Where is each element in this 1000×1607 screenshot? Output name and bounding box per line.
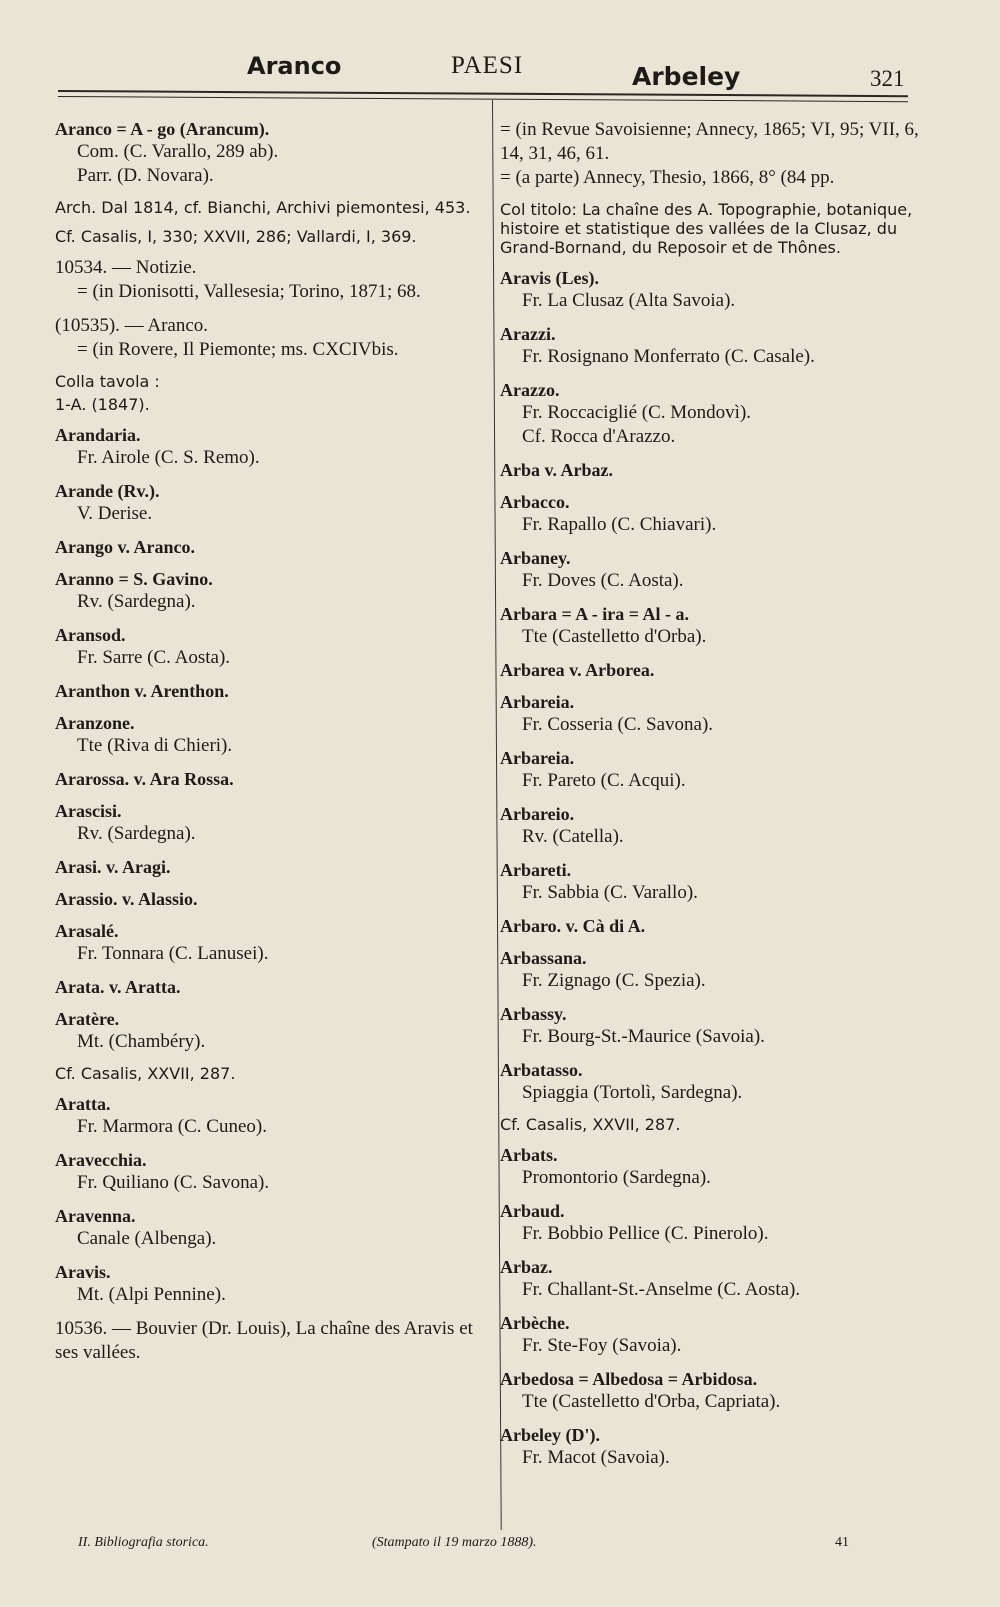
footer-print-date: (Stampato il 19 marzo 1888).: [372, 1535, 537, 1550]
entry: [500, 1059, 920, 1105]
entry-line: Aranco = A - go (Arancum).: [55, 119, 270, 139]
entry: [500, 859, 920, 905]
entry: [500, 379, 920, 449]
entry-line: Fr. Roccaciglié (C. Mondovì).: [522, 402, 752, 423]
entry-line: Fr. Cosseria (C. Savona).: [522, 714, 714, 735]
bibliography-item: [55, 256, 475, 304]
entry-line: Cf. Rocca d'Arazzo.: [522, 426, 676, 447]
entry-line: Fr. Bobbio Pellice (C. Pinerolo).: [522, 1223, 769, 1244]
entry: [500, 1312, 920, 1358]
header-rule-thin: [58, 96, 908, 102]
entry: [55, 800, 475, 846]
running-head-section: PAESI: [451, 52, 524, 79]
entry-line: Fr. Rosignano Monferrato (C. Casale).: [522, 346, 815, 367]
entry: [500, 1256, 920, 1302]
entry: [500, 603, 920, 649]
entry: [55, 1261, 475, 1307]
entry-headword: Arbarea v. Arborea.: [500, 660, 655, 680]
entry-line: 10534. — Notizie.: [55, 257, 197, 278]
bibliography-item: 10536. — Bouvier (Dr. Louis), La chaîne des Aravis et ses vallées.: [55, 1318, 473, 1363]
entry-line: Colla tavola :: [55, 372, 160, 391]
note-titolo: Col titolo: La chaîne des A. Topographie, botanique, histoire et statistique des vallées de la Clusaz, du Grand-Bornand, du Reposoir et de Thônes.: [500, 200, 913, 257]
entry-headword: Arbareti.: [500, 860, 572, 880]
entry-headword: Arbara = A - ira = Al - a.: [500, 604, 689, 624]
entry-headword: Arascisi.: [55, 801, 122, 821]
entry-line: Fr. Tonnara (C. Lanusei).: [77, 943, 269, 964]
note-tavola: [55, 372, 475, 414]
entry-headword: Arandaria.: [55, 425, 141, 445]
entry-headword: Aranno = S. Gavino.: [55, 569, 213, 589]
page-number: 321: [870, 66, 905, 91]
footer-gathering-number: 41: [835, 1535, 849, 1550]
entry-line: = (in Revue Savoisienne; Annecy, 1865; VI, 95; VII, 6, 14, 31, 46, 61.: [500, 119, 919, 164]
bibliography-continuation: [500, 118, 920, 190]
entry-line: 1-A. (1847).: [55, 395, 150, 414]
entry: [55, 424, 475, 470]
entry: [500, 1003, 920, 1049]
entry: [500, 323, 920, 369]
entry-line: Fr. Challant-St.-Anselme (C. Aosta).: [522, 1279, 801, 1300]
entry-headword: Arassio. v. Alassio.: [55, 889, 198, 909]
entry: [55, 568, 475, 614]
entry-headword: Arasi. v. Aragi.: [55, 857, 171, 877]
entry: [55, 1008, 475, 1054]
entry-line: Fr. Rapallo (C. Chiavari).: [522, 514, 717, 535]
entry: [500, 1144, 920, 1190]
entry-headword: Arazzi.: [500, 324, 556, 344]
entry-headword: Arbareio.: [500, 804, 575, 824]
entry: [500, 547, 920, 593]
entry-headword: Arba v. Arbaz.: [500, 460, 614, 480]
footer-signature: II. Bibliografia storica.: [78, 1535, 209, 1550]
entry: [55, 624, 475, 670]
entry-line: Tte (Riva di Chieri).: [77, 735, 233, 756]
entry-headword: Arbaz.: [500, 1257, 553, 1277]
entry-line: Tte (Castelletto d'Orba).: [522, 626, 707, 647]
entry-line: Fr. Quiliano (C. Savona).: [77, 1172, 270, 1193]
entry-line: V. Derise.: [77, 503, 153, 524]
entry: [500, 491, 920, 537]
entry-headword: Arbèche.: [500, 1313, 570, 1333]
entry-line: Rv. (Sardegna).: [77, 823, 196, 844]
entry-line: Mt. (Alpi Pennine).: [77, 1284, 226, 1305]
entry: [500, 1200, 920, 1246]
entry: [55, 1093, 475, 1139]
entry-headword: Arbaro. v. Cà di A.: [500, 916, 646, 936]
entry-headword: Arbaney.: [500, 548, 571, 568]
entry-headword: Aravenna.: [55, 1206, 136, 1226]
entry-headword: Arbassy.: [500, 1004, 567, 1024]
entry-headword: Aransod.: [55, 625, 126, 645]
entry-line: Fr. Doves (C. Aosta).: [522, 570, 684, 591]
entry-headword: Arbacco.: [500, 492, 570, 512]
entry: [55, 1149, 475, 1195]
entry-line: Fr. Sabbia (C. Varallo).: [522, 882, 698, 903]
entry-headword: Aratta.: [55, 1094, 111, 1114]
running-head-left: Aranco: [247, 52, 342, 80]
entry-headword: Arasalé.: [55, 921, 119, 941]
entry-line: = (in Rovere, Il Piemonte; ms. CXCIVbis.: [77, 339, 399, 360]
entry-line: Fr. Bourg-St.-Maurice (Savoia).: [522, 1026, 765, 1047]
entry: [500, 1424, 920, 1470]
entry-line: Fr. Sarre (C. Aosta).: [77, 647, 231, 668]
note-archive: Arch. Dal 1814, cf. Bianchi, Archivi piemontesi, 453.: [55, 198, 471, 217]
entry-headword: Aravecchia.: [55, 1150, 147, 1170]
entry-headword: Arango v. Aranco.: [55, 537, 196, 557]
entry: [500, 947, 920, 993]
entry: [55, 712, 475, 758]
entry: [500, 267, 920, 313]
entry-line: Fr. Ste-Foy (Savoia).: [522, 1335, 682, 1356]
right-column: [500, 118, 920, 1480]
entry-headword: Ararossa. v. Ara Rossa.: [55, 769, 234, 789]
entry-line: Fr. Marmora (C. Cuneo).: [77, 1116, 267, 1137]
entry: [500, 1368, 920, 1414]
entry-line: = (a parte) Annecy, Thesio, 1866, 8° (84 pp.: [500, 167, 835, 188]
entry-headword: Arande (Rv.).: [55, 481, 160, 501]
bibliography-item: [55, 314, 475, 362]
entry-headword: Arbaud.: [500, 1201, 565, 1221]
entry-line: Canale (Albenga).: [77, 1228, 217, 1249]
entry-line: Parr. (D. Novara).: [77, 165, 214, 186]
entry-line: Mt. (Chambéry).: [77, 1031, 206, 1052]
entry-line: Fr. Zignago (C. Spezia).: [522, 970, 706, 991]
entry-headword: Arbassana.: [500, 948, 587, 968]
entry-line: Rv. (Catella).: [522, 826, 624, 847]
entry: [55, 1205, 475, 1251]
entry-line: = (in Dionisotti, Vallesesia; Torino, 1871; 68.: [77, 281, 421, 302]
entry-headword: Arbareia.: [500, 748, 575, 768]
entry-line: Tte (Castelletto d'Orba, Capriata).: [522, 1391, 781, 1412]
entry-line: Fr. Pareto (C. Acqui).: [522, 770, 686, 791]
entry-headword: Arbareia.: [500, 692, 575, 712]
entry-line: Rv. (Sardegna).: [77, 591, 196, 612]
entry-headword: Aravis (Les).: [500, 268, 599, 288]
entry-line: Promontorio (Sardegna).: [522, 1167, 711, 1188]
entry-headword: Aravis.: [55, 1262, 111, 1282]
note-cf: Cf. Casalis, XXVII, 287.: [500, 1115, 681, 1134]
entry: [500, 691, 920, 737]
left-column: [55, 118, 475, 1375]
entry-headword: Arbedosa = Albedosa = Arbidosa.: [500, 1369, 758, 1389]
entry-headword: Arata. v. Aratta.: [55, 977, 181, 997]
entry-headword: Arbatasso.: [500, 1060, 583, 1080]
entry-headword: Arazzo.: [500, 380, 560, 400]
note-cf: Cf. Casalis, XXVII, 287.: [55, 1064, 236, 1083]
entry-headword: Aratère.: [55, 1009, 120, 1029]
entry-aranco: [55, 118, 475, 188]
running-head-right: Arbeley: [632, 62, 741, 91]
entry: [500, 803, 920, 849]
entry-headword: Aranthon v. Arenthon.: [55, 681, 229, 701]
entry: [55, 920, 475, 966]
entry: [500, 747, 920, 793]
note-cf: Cf. Casalis, I, 330; XXVII, 286; Vallardi, I, 369.: [55, 227, 417, 246]
entry-headword: Arbats.: [500, 1145, 558, 1165]
entry-line: Fr. Airole (C. S. Remo).: [77, 447, 260, 468]
entry-headword: Arbeley (D').: [500, 1425, 600, 1445]
entry-line: Fr. Macot (Savoia).: [522, 1447, 670, 1468]
entry-headword: Aranzone.: [55, 713, 135, 733]
entry-line: (10535). — Aranco.: [55, 315, 209, 336]
entry-line: Fr. La Clusaz (Alta Savoia).: [522, 290, 736, 311]
entry: [55, 480, 475, 526]
entry-line: Com. (C. Varallo, 289 ab).: [77, 141, 279, 162]
entry-line: Spiaggia (Tortolì, Sardegna).: [522, 1082, 743, 1103]
